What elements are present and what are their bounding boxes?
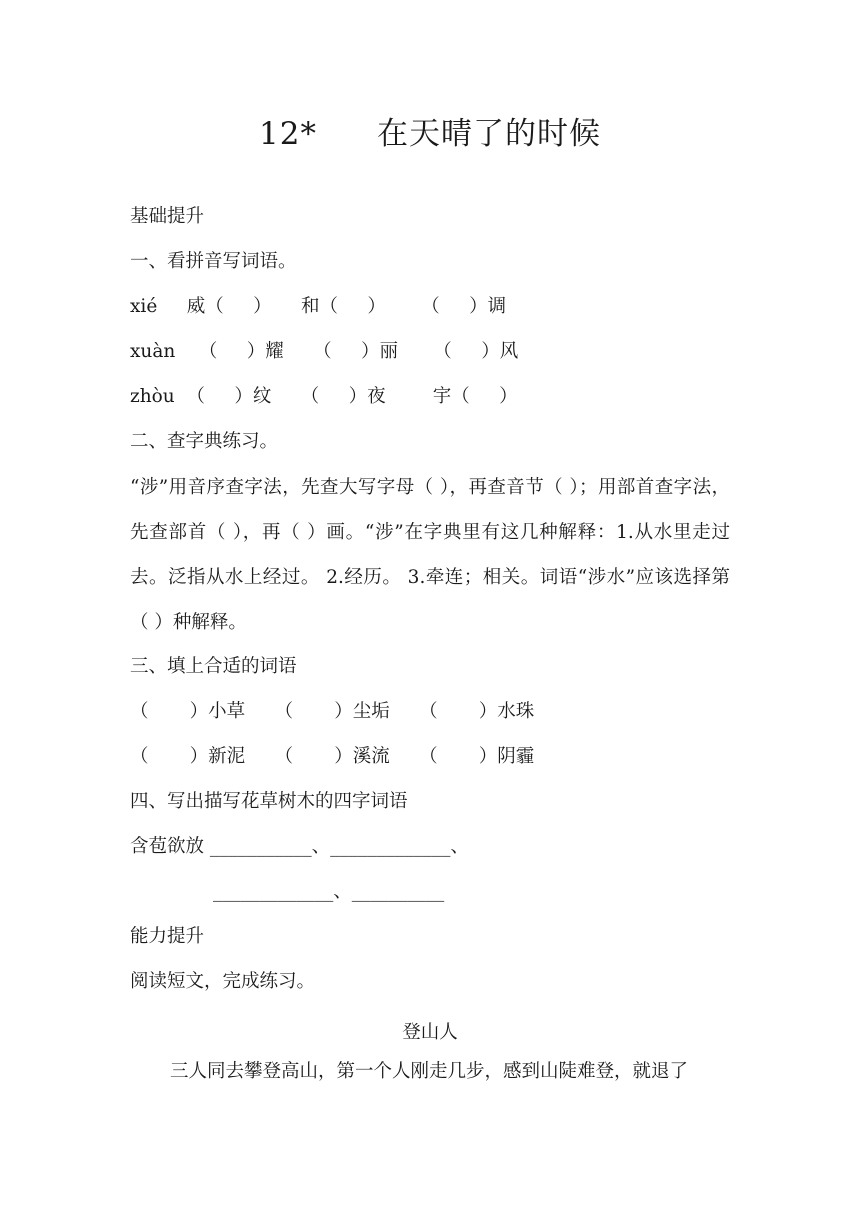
q3-row-1: （ ）小草 （ ）尘垢 （ ）水珠 bbox=[130, 701, 535, 722]
q1-heading: 一、看拼音写词语。 bbox=[130, 251, 297, 272]
q1-row-1: xié 威（ ） 和（ ） （ ）调 bbox=[130, 296, 507, 317]
q4-answer-line-2: _____________、__________ bbox=[213, 881, 445, 902]
q1-row-3: zhòu （ ）纹 （ ）夜 宇（ ） bbox=[130, 386, 518, 407]
passage-first-line: 三人同去攀登高山，第一个人刚走几步，感到山陡难登，就退了 bbox=[170, 1061, 689, 1082]
section-ability-heading: 能力提升 bbox=[130, 926, 205, 947]
q2-paragraph: “涉”用音序查字法，先查大写字母（ ），再查音节（ ）；用部首查字法，先查部首（ ），再（ ）画。“涉”在字典里有这几种解释：1.从水里走过去。泛指从水上经过。 2.经历。 3.牵连；相关。词语“涉水”应该选择第（ ）种解释。 bbox=[130, 477, 730, 633]
section-basic-heading: 基础提升 bbox=[130, 206, 205, 227]
q3-row-2: （ ）新泥 （ ）溪流 （ ）阴霾 bbox=[130, 746, 535, 767]
q4-answer-line-1: 含苞欲放 ___________、_____________、 bbox=[130, 836, 469, 857]
q1-row-2: xuàn （ ）耀 （ ）丽 （ ）风 bbox=[130, 341, 519, 362]
q3-heading: 三、填上合适的词语 bbox=[130, 656, 297, 677]
reading-instruction: 阅读短文，完成练习。 bbox=[130, 971, 316, 992]
lesson-title bbox=[0, 108, 860, 153]
passage-title: 登山人 bbox=[402, 1022, 458, 1043]
q2-heading: 二、查字典练习。 bbox=[130, 431, 279, 452]
q4-heading: 四、写出描写花草树木的四字词语 bbox=[130, 791, 408, 812]
lesson-title-text: 在天晴了的时候 bbox=[376, 116, 601, 152]
lesson-number: 12* bbox=[259, 116, 317, 152]
